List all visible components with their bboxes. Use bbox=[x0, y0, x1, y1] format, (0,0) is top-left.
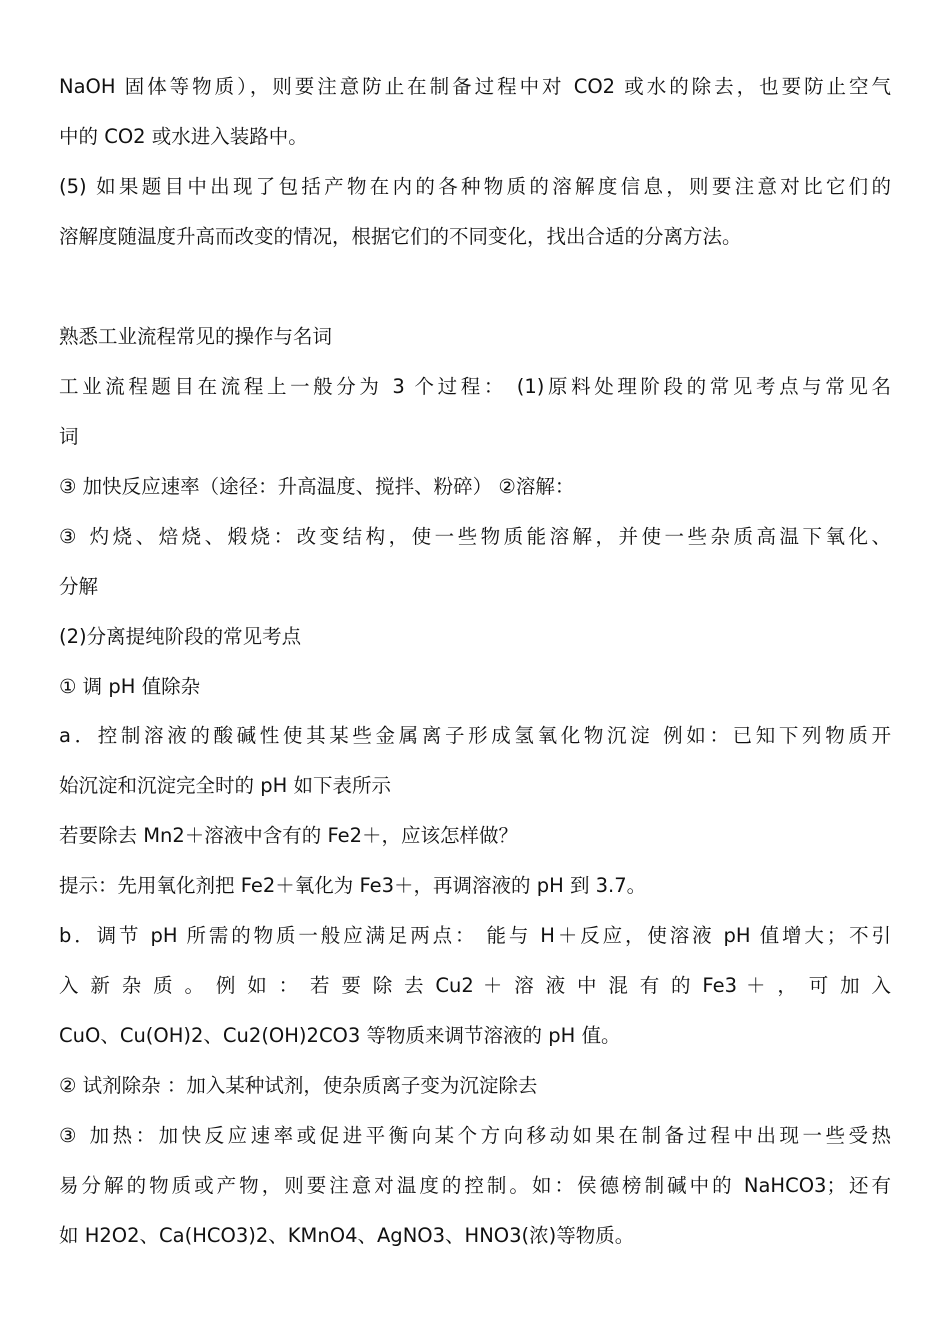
text-line-1: NaOH 固体等物质），则要注意防止在制备过程中对 CO2 或水的除去，也要防止空气 bbox=[59, 75, 891, 98]
text-line-20: ② 试剂除杂 ：加入某种试剂，使杂质离子变为沉淀除去 bbox=[59, 1074, 538, 1097]
text-line-13: a．控制溶液的酸碱性使其某些金属离子形成氢氧化物沉淀 例如：已知下列物质开 bbox=[59, 724, 891, 747]
text-line-18: 入 新 杂 质 。 例 如 ： 若 要 除 去 Cu2 ＋ 溶 液 中 混 有 的 Fe3 ＋ ， 可 加 入 bbox=[59, 974, 891, 997]
text-line-14: 始沉淀和沉淀完全时的 pH 如下表所示 bbox=[59, 774, 391, 797]
text-line-11: (2)分离提纯阶段的常见考点 bbox=[59, 625, 302, 648]
text-line-2: 中的 CO2 或水进入装路中。 bbox=[59, 125, 308, 148]
text-line-23: 如 H2O2、Ca(HCO3)2、KMnO4、AgNO3、HNO3(浓)等物质。 bbox=[59, 1224, 635, 1247]
text-line-10: 分解 bbox=[59, 575, 99, 598]
text-line-19: CuO、Cu(OH)2、Cu2(OH)2CO3 等物质来调节溶液的 pH 值。 bbox=[59, 1024, 621, 1047]
text-line-12: ① 调 pH 值除杂 bbox=[59, 675, 201, 698]
text-line-4: 溶解度随温度升高而改变的情况，根据它们的不同变化，找出合适的分离方法。 bbox=[59, 225, 742, 248]
text-line-21: ③ 加热：加快反应速率或促进平衡向某个方向移动如果在制备过程中出现一些受热 bbox=[59, 1124, 891, 1147]
text-line-16: 提示：先用氧化剂把 Fe2＋氧化为 Fe3＋，再调溶液的 pH 到 3.7。 bbox=[59, 874, 647, 897]
text-line-3: (5) 如果题目中出现了包括产物在内的各种物质的溶解度信息，则要注意对比它们的 bbox=[59, 175, 891, 198]
text-line-7: 词 bbox=[59, 425, 79, 448]
text-line-8: ③ 加快反应速率（途径：升高温度、搅拌、粉碎） ②溶解： bbox=[59, 475, 575, 498]
text-line-17: b．调节 pH 所需的物质一般应满足两点： 能与 H＋反应，使溶液 pH 值增大；不引 bbox=[59, 924, 891, 947]
text-line-9: ③ 灼烧、焙烧、煅烧：改变结构，使一些物质能溶解，并使一些杂质高温下氧化、 bbox=[59, 525, 891, 548]
section-heading: 熟悉工业流程常见的操作与名词 bbox=[59, 325, 333, 348]
text-line-15: 若要除去 Mn2＋溶液中含有的 Fe2＋，应该怎样做？ bbox=[59, 824, 519, 847]
text-line-22: 易分解的物质或产物，则要注意对温度的控制。如：侯德榜制碱中的 NaHCO3；还有 bbox=[59, 1174, 891, 1197]
text-line-6: 工业流程题目在流程上一般分为 3 个过程： (1)原料处理阶段的常见考点与常见名 bbox=[59, 375, 891, 398]
